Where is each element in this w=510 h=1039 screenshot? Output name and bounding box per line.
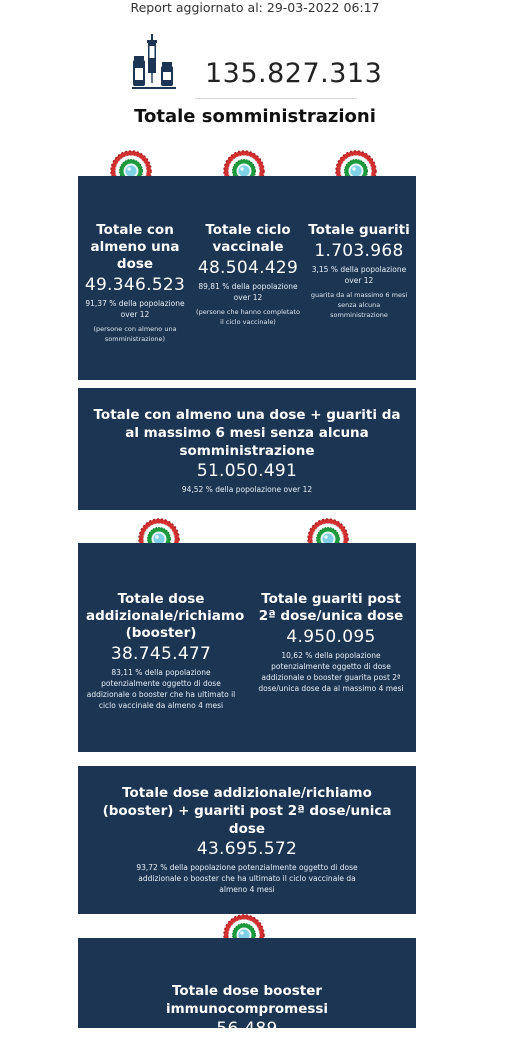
stat-booster-plus-recovered (78, 784, 416, 895)
stat-title: Totale guariti (308, 222, 410, 238)
stat-title: Totale guariti post 2ª dose/unica dose (258, 591, 404, 624)
stat-title: Totale dose addizionale/richiamo (booster) (86, 591, 245, 641)
stat-title: Totale con almeno una dose + guariti da al massimo 6 mesi senza alcuna somministrazione (93, 407, 401, 459)
stat-dose-plus-recovered (78, 406, 416, 495)
stat-note: 3,15 % della popolazione over 12 (311, 265, 407, 285)
hero-section (0, 34, 510, 94)
stat-recovered-post-dose (252, 591, 410, 694)
stat-note: 10,62 % della popolazione potenzialmente oggetto di dose addizionale o booster guarita post 2ª dose/unica dose da al massimo 4 mesi (258, 651, 404, 693)
stat-value: 51.050.491 (196, 461, 298, 481)
stat-booster (86, 591, 245, 711)
stat-note: 91,37 % della popolazione over 12 (85, 299, 185, 319)
stat-sub: (persone con almeno una somministrazione) (93, 325, 177, 343)
card-immunocompromised-booster (78, 938, 416, 1039)
stat-value: 56.489 (216, 1019, 278, 1039)
stat-value: 48.504.429 (197, 258, 299, 278)
stat-recovered (308, 222, 410, 320)
card-dose-plus-recovered (78, 388, 416, 510)
stat-title: Totale dose addizionale/richiamo (booster) + guariti post 2ª dose/unica dose (102, 785, 392, 837)
card-booster (78, 543, 416, 752)
stat-immunocompromised-booster (78, 982, 416, 1039)
stat-value: 1.703.968 (314, 241, 404, 261)
stat-title: Totale dose booster immunocompromessi (165, 983, 329, 1017)
stat-value: 43.695.572 (196, 839, 298, 859)
stat-title: Totale ciclo vaccinale (205, 222, 291, 255)
report-date: Report aggiornato al: 29-03-2022 06:17 (130, 0, 380, 15)
stat-sub: (persone che hanno completato il ciclo vaccinale) (196, 308, 300, 326)
stat-note: 83,11 % della popolazione potenzialmente oggetto di dose addizionale o booster che ha ultimato il ciclo vaccinale da almeno 4 mesi (86, 668, 236, 710)
stat-note: 93,72 % della popolazione potenzialmente oggetto di dose addizionale o booster che ha ultimato il ciclo vaccinale da almeno 4 mesi (136, 863, 358, 894)
stat-note: 94,52 % della popolazione over 12 (181, 485, 313, 494)
total-administrations-label: Totale somministrazioni (134, 106, 376, 127)
stat-full-cycle (196, 222, 300, 327)
hero-divider (195, 98, 357, 99)
total-administrations-value: 135.827.313 (205, 58, 383, 89)
card-booster-plus-recovered (78, 766, 416, 914)
stat-title: Totale con almeno una dose (90, 222, 180, 272)
vaccine-vial-syringe-icon (132, 34, 176, 90)
stat-sub: guarita da al massimo 6 mesi senza alcuna somministrazione (310, 291, 408, 319)
card-vaccination-summary (78, 176, 416, 380)
stat-note: 89,81 % della popolazione over 12 (198, 282, 298, 302)
stat-value: 38.745.477 (110, 644, 212, 664)
stat-at-least-one-dose (84, 222, 186, 344)
stat-value: 4.950.095 (286, 627, 376, 647)
stat-value: 49.346.523 (84, 275, 186, 295)
